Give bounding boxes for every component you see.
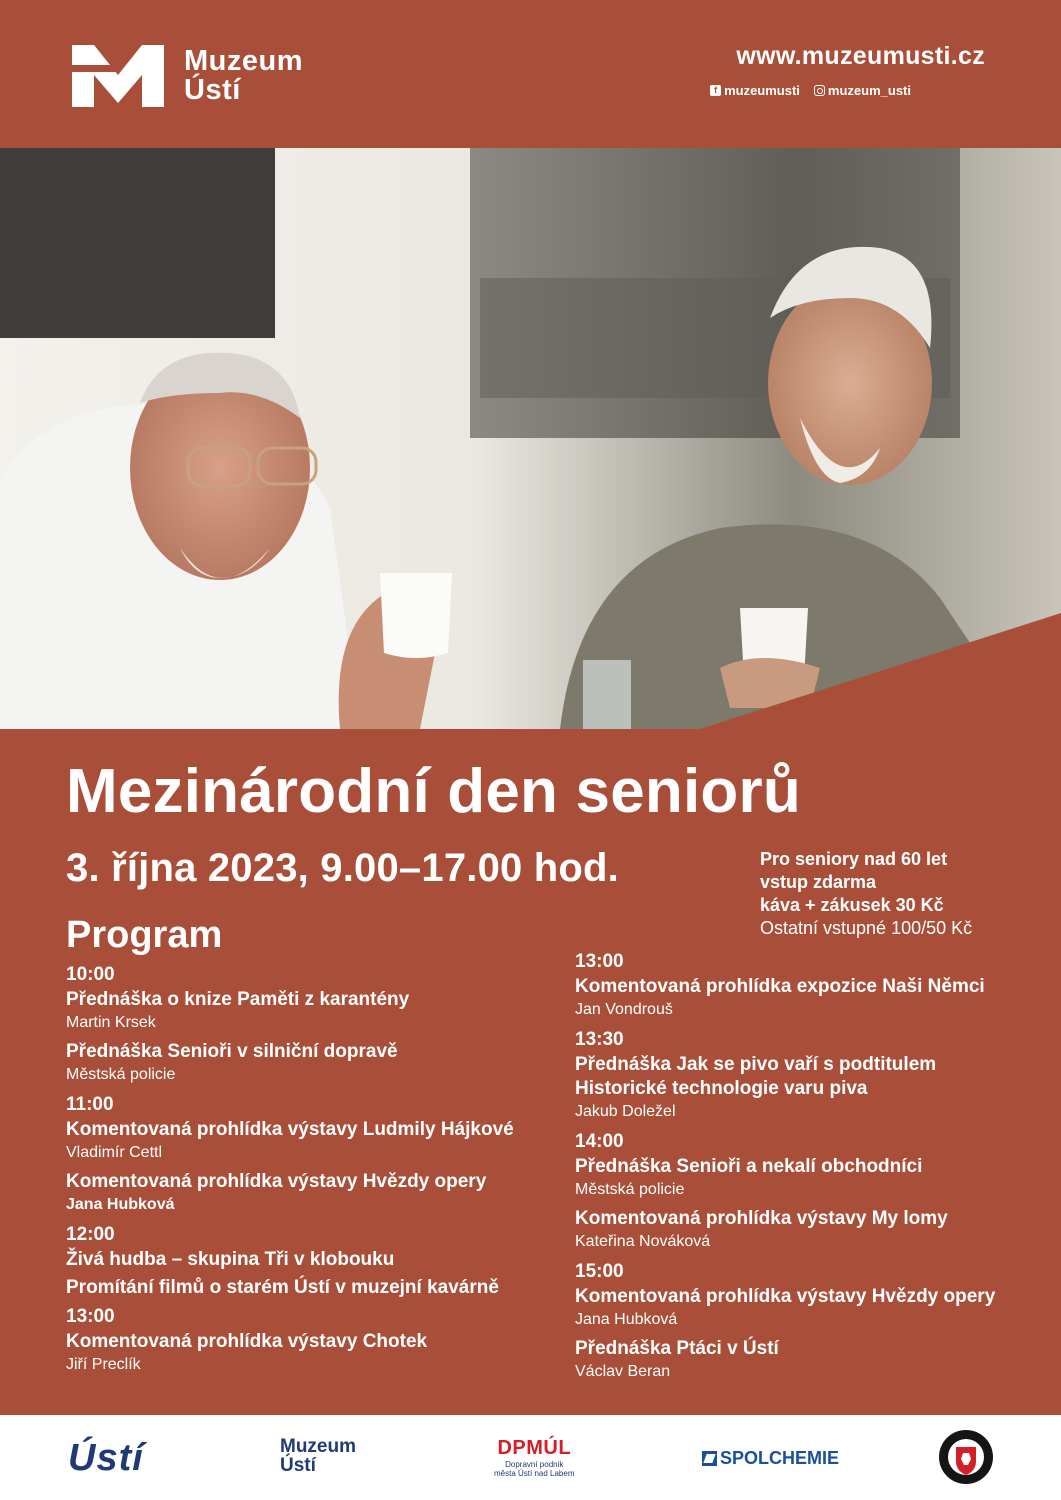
usti-logo[interactable]: Ústí [68,1437,144,1479]
header [0,0,1061,148]
program-right-column [575,949,995,1389]
logo-line-1: Muzeum [184,45,303,77]
program-left-column [66,962,514,1382]
program-event: Promítání filmů o starém Ústí v muzejní kavárně [66,1277,499,1298]
facebook-link[interactable] [710,83,800,98]
program-event: Komentovaná prohlídka výstavy Chotek [66,1331,428,1352]
spolchemie-mark-icon [702,1451,717,1466]
program-event: Živá hudba – skupina Tři v klobouku [66,1249,395,1270]
logo-line-2: Ústí [184,74,241,106]
instagram-link[interactable] [814,83,911,98]
program-speaker: Václav Beran [575,1363,671,1380]
program-event: Přednáška Ptáci v Ústí [575,1338,779,1359]
program-event: Komentovaná prohlídka výstavy My lomy [575,1208,948,1229]
muzeum-logo-line-2: Ústí [280,1455,316,1476]
program-event: Přednáška Senioři v silniční dopravě [66,1041,398,1062]
program-speaker: Vladimír Cettl [66,1144,163,1161]
program-event: Přednáška Senioři a nekalí obchodníci [575,1156,923,1177]
muzeum-logo-line-1: Muzeum [280,1436,356,1457]
spolchemie-name: SPOLCHEMIE [720,1448,840,1468]
program-event-subtitle: Historické technologie varu piva [575,1078,868,1099]
program-time: 15:00 [575,1261,624,1282]
city-police-badge-icon[interactable] [938,1429,994,1485]
facebook-icon: f [710,85,721,96]
program-speaker: Jiří Preclík [66,1356,141,1373]
event-date: 3. října 2023, 9.00–17.00 hod. [66,846,619,890]
dpmul-sub-1: Dopravní podnik [505,1460,564,1469]
instagram-icon [814,85,825,96]
museum-logo[interactable] [72,45,303,107]
program-speaker: Jan Vondrouš [575,1001,673,1018]
program-heading: Program [66,914,223,956]
partner-footer [0,1415,1061,1500]
facebook-handle: muzeumusti [724,83,800,98]
program-speaker: Kateřina Nováková [575,1233,711,1250]
program-speaker: Martin Krsek [66,1014,156,1031]
seniors-photo [0,148,1061,729]
program-event: Komentovaná prohlídka výstavy Hvězdy opery [575,1286,996,1307]
program-event: Komentovaná prohlídka výstavy Ludmily Hájkové [66,1119,514,1140]
dpmul-logo[interactable] [494,1437,574,1478]
info-line-2: vstup zdarma [760,872,877,892]
program-time: 10:00 [66,964,115,985]
program-time: 11:00 [66,1094,114,1115]
program-event: Přednáška Jak se pivo vaří s podtitulem [575,1054,937,1075]
admission-info [760,848,972,940]
spolchemie-logo[interactable] [702,1448,839,1469]
program-event: Komentovaná prohlídka výstavy Hvězdy opery [66,1171,487,1192]
museum-m-icon [72,45,164,107]
program-event: Komentovaná prohlídka expozice Naši Němci [575,976,985,997]
dpmul-name: DPMÚL [497,1437,572,1459]
program-time: 14:00 [575,1131,624,1152]
instagram-handle: muzeum_usti [827,83,911,98]
program-time: 13:00 [575,951,624,972]
info-line-4: Ostatní vstupné 100/50 Kč [760,918,973,938]
photo-illustration [0,148,1061,729]
program-time: 13:30 [575,1029,624,1050]
program-time: 13:00 [66,1306,115,1327]
muzeum-usti-logo[interactable] [280,1437,356,1475]
program-speaker: Jana Hubková [575,1311,678,1328]
dpmul-sub-2: města Ústí nad Labem [494,1469,575,1478]
page-title: Mezinárodní den seniorů [66,757,801,826]
program-time: 12:00 [66,1224,115,1245]
program-speaker: Jana Hubková [66,1196,175,1213]
program-speaker: Městská policie [66,1066,176,1083]
website-link[interactable]: www.muzeumusti.cz [736,42,985,70]
program-event: Přednáška o knize Paměti z karantény [66,989,410,1010]
program-speaker: Jakub Doležel [575,1103,676,1120]
program-speaker: Městská policie [575,1181,685,1198]
social-links [710,83,911,98]
info-line-1: Pro seniory nad 60 let [760,849,948,869]
info-line-3: káva + zákusek 30 Kč [760,895,944,915]
